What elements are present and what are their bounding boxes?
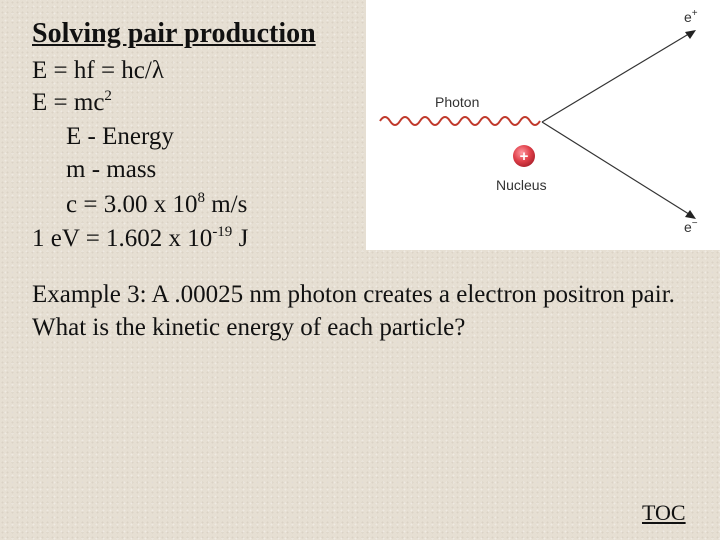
example-problem: Example 3: A .00025 nm photon creates a electron positron pair. What is the kinetic energy of each particle?: [32, 281, 675, 341]
diagram-svg: [366, 0, 720, 250]
nucleus-plus-sign: +: [519, 148, 529, 165]
positron-charge: +: [691, 8, 698, 19]
exponent: 2: [104, 88, 112, 104]
electron-track: [542, 122, 692, 216]
ev-text: 1 eV = 1.602 x 10: [32, 225, 213, 252]
photon-wave: [380, 117, 540, 125]
light-speed-definition: [66, 190, 247, 220]
exponent: 8: [197, 190, 205, 206]
positron-label: [684, 8, 698, 25]
nucleus-label: Nucleus: [496, 177, 547, 193]
ev-units: J: [232, 225, 249, 252]
equation-text: E = hf = hc/: [32, 57, 152, 84]
electron-label: [684, 218, 698, 235]
energy-definition: E - Energy: [66, 123, 174, 150]
lambda-symbol: λ: [151, 57, 164, 84]
positron-arrowhead: [685, 30, 696, 39]
slide-title: Solving pair production: [32, 18, 316, 49]
mass-energy-equation: [32, 88, 112, 118]
pair-production-diagram: [366, 0, 720, 250]
positron-track: [542, 32, 692, 122]
photon-energy-equation: [32, 56, 164, 86]
c-text: c = 3.00 x 10: [66, 191, 198, 218]
electron-charge: −: [691, 218, 698, 229]
electron-symbol: e: [684, 219, 692, 235]
electron-volt-definition: [32, 224, 248, 254]
photon-label: Photon: [435, 94, 480, 110]
exponent: -19: [212, 224, 233, 240]
toc-link[interactable]: TOC: [642, 500, 686, 525]
mass-definition: m - mass: [66, 156, 157, 183]
c-units: m/s: [204, 191, 248, 218]
positron-symbol: e: [684, 9, 692, 25]
equation-text: E = mc: [32, 89, 105, 116]
